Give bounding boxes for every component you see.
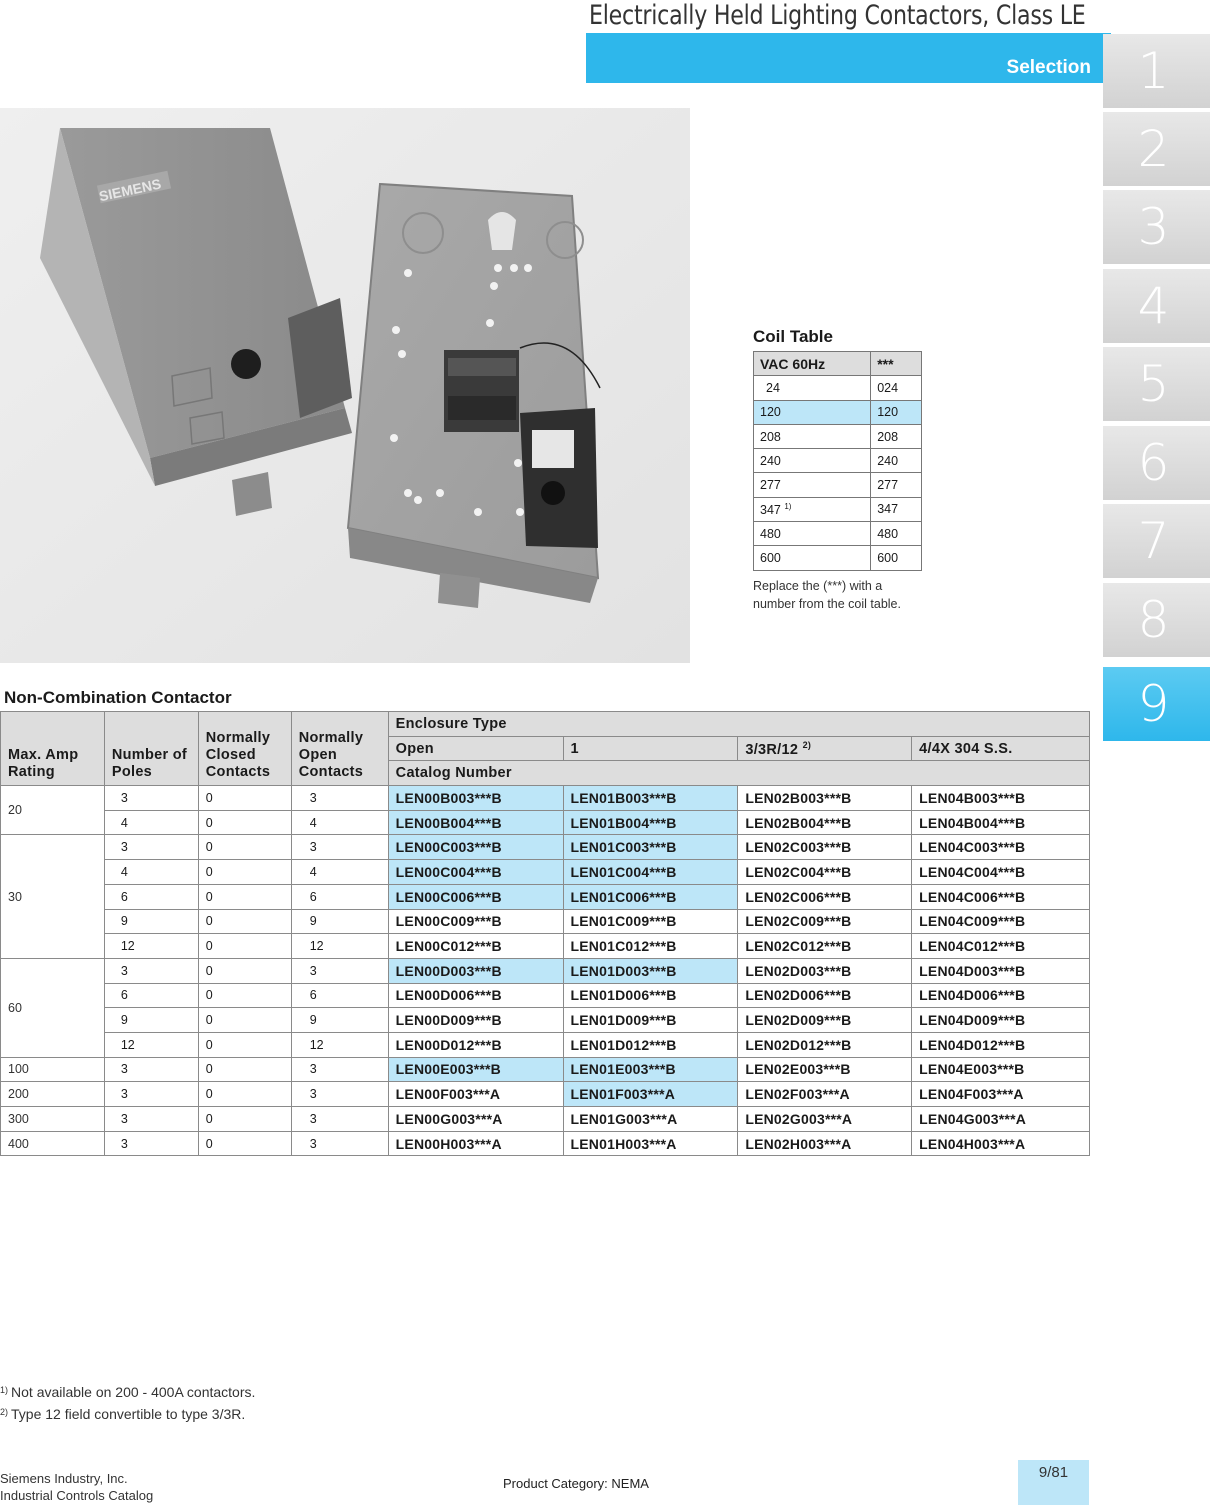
coil-voltage: 240 bbox=[754, 449, 871, 473]
catalog-number-cell: LEN02B003***B bbox=[738, 786, 912, 811]
catalog-number-cell: LEN01G003***A bbox=[563, 1107, 738, 1132]
catalog-number-cell: LEN04C004***B bbox=[912, 860, 1090, 885]
catalog-number-cell: LEN02D006***B bbox=[738, 983, 912, 1008]
catalog-number-cell: LEN01C006***B bbox=[563, 884, 738, 909]
chapter-tab-8[interactable]: 8 bbox=[1103, 583, 1210, 657]
no-cell: 3 bbox=[291, 835, 388, 860]
table-row bbox=[1, 1032, 1090, 1057]
catalog-number-cell: LEN01B003***B bbox=[563, 786, 738, 811]
catalog-number-cell: LEN04G003***A bbox=[912, 1107, 1090, 1132]
catalog-number-cell: LEN02C003***B bbox=[738, 835, 912, 860]
catalog-number-cell: LEN00D012***B bbox=[388, 1032, 563, 1057]
footnotes bbox=[0, 1380, 255, 1424]
coil-code: 120 bbox=[871, 400, 922, 424]
header-enclosure-3r-cell bbox=[738, 736, 912, 761]
coil-table-header-row bbox=[754, 352, 922, 376]
no-cell: 3 bbox=[291, 1107, 388, 1132]
catalog-number-cell: LEN01H003***A bbox=[563, 1131, 738, 1156]
nc-cell: 0 bbox=[198, 1131, 291, 1156]
catalog-number-cell: LEN04F003***A bbox=[912, 1082, 1090, 1107]
coil-table-heading: Coil Table bbox=[753, 327, 833, 346]
header-catalog-number: Catalog Number bbox=[388, 761, 1089, 786]
company-name: Siemens Industry, Inc. bbox=[0, 1471, 128, 1486]
nc-cell: 0 bbox=[198, 786, 291, 811]
catalog-number-cell: LEN04C006***B bbox=[912, 884, 1090, 909]
header-poles: Number of Poles bbox=[104, 712, 198, 786]
coil-code: 240 bbox=[871, 449, 922, 473]
catalog-number-cell: LEN00D006***B bbox=[388, 983, 563, 1008]
catalog-number-cell: LEN02G003***A bbox=[738, 1107, 912, 1132]
footnote-mark: 1) bbox=[0, 1385, 9, 1395]
contactor-table-heading: Non-Combination Contactor bbox=[4, 688, 232, 707]
catalog-name: Industrial Controls Catalog bbox=[0, 1488, 154, 1503]
chapter-tab-7[interactable]: 7 bbox=[1103, 504, 1210, 578]
catalog-number-cell: LEN00B003***B bbox=[388, 786, 563, 811]
header-enclosure-3r: 3/3R/12 bbox=[745, 741, 799, 758]
footnote-1 bbox=[0, 1380, 255, 1402]
header-nc: Normally Closed Contacts bbox=[198, 712, 291, 786]
no-cell: 3 bbox=[291, 1131, 388, 1156]
catalog-number-cell: LEN04E003***B bbox=[912, 1057, 1090, 1082]
page-title: Electrically Held Lighting Contactors, Class LE bbox=[589, 0, 1086, 31]
catalog-number-cell: LEN00D009***B bbox=[388, 1008, 563, 1033]
no-cell: 6 bbox=[291, 983, 388, 1008]
footnote-mark: 1) bbox=[784, 501, 792, 511]
no-cell: 4 bbox=[291, 810, 388, 835]
coil-voltage-cell bbox=[754, 497, 871, 521]
coil-code: 208 bbox=[871, 424, 922, 448]
poles-cell: 6 bbox=[104, 884, 198, 909]
contactor-table-body bbox=[1, 786, 1090, 1156]
footnote-mark: 2) bbox=[802, 739, 812, 750]
no-cell: 12 bbox=[291, 934, 388, 959]
table-row bbox=[1, 786, 1090, 811]
poles-cell: 3 bbox=[104, 1131, 198, 1156]
catalog-number-cell: LEN00C003***B bbox=[388, 835, 563, 860]
nc-cell: 0 bbox=[198, 835, 291, 860]
poles-cell: 4 bbox=[104, 860, 198, 885]
coil-code: 480 bbox=[871, 522, 922, 546]
nc-cell: 0 bbox=[198, 884, 291, 909]
coil-voltage: 277 bbox=[754, 473, 871, 497]
footer-company bbox=[0, 1470, 153, 1504]
catalog-number-cell: LEN00E003***B bbox=[388, 1057, 563, 1082]
catalog-number-cell: LEN04D009***B bbox=[912, 1008, 1090, 1033]
catalog-number-cell: LEN00D003***B bbox=[388, 958, 563, 983]
no-cell: 3 bbox=[291, 786, 388, 811]
header-no: Normally Open Contacts bbox=[291, 712, 388, 786]
table-header-row bbox=[1, 712, 1090, 737]
table-row bbox=[1, 835, 1090, 860]
no-cell: 6 bbox=[291, 884, 388, 909]
footnote-text: Not available on 200 - 400A contactors. bbox=[11, 1384, 256, 1400]
coil-row bbox=[754, 473, 922, 497]
no-cell: 4 bbox=[291, 860, 388, 885]
catalog-number-cell: LEN02D003***B bbox=[738, 958, 912, 983]
footnote-2 bbox=[0, 1402, 255, 1424]
coil-code: 024 bbox=[871, 376, 922, 400]
catalog-number-cell: LEN00B004***B bbox=[388, 810, 563, 835]
coil-voltage: 24 bbox=[754, 376, 871, 400]
nc-cell: 0 bbox=[198, 983, 291, 1008]
catalog-number-cell: LEN00C006***B bbox=[388, 884, 563, 909]
coil-table-note: Replace the (***) with a number from the coil table. bbox=[753, 578, 901, 611]
poles-cell: 3 bbox=[104, 958, 198, 983]
catalog-number-cell: LEN01F003***A bbox=[563, 1082, 738, 1107]
coil-voltage: 347 bbox=[760, 503, 781, 517]
nc-cell: 0 bbox=[198, 1082, 291, 1107]
coil-row bbox=[754, 376, 922, 400]
catalog-number-cell: LEN04D006***B bbox=[912, 983, 1090, 1008]
catalog-number-cell: LEN01D003***B bbox=[563, 958, 738, 983]
coil-row bbox=[754, 449, 922, 473]
header-max-amp: Max. Amp Rating bbox=[1, 712, 105, 786]
coil-voltage: 208 bbox=[754, 424, 871, 448]
catalog-number-cell: LEN04H003***A bbox=[912, 1131, 1090, 1156]
poles-cell: 9 bbox=[104, 1008, 198, 1033]
coil-voltage: 480 bbox=[754, 522, 871, 546]
nc-cell: 0 bbox=[198, 1032, 291, 1057]
catalog-number-cell: LEN02C006***B bbox=[738, 884, 912, 909]
coil-code: 277 bbox=[871, 473, 922, 497]
section-bar bbox=[586, 33, 1111, 83]
page-number: 9/81 bbox=[1018, 1460, 1089, 1505]
chapter-tab-4[interactable]: 4 bbox=[1103, 269, 1210, 343]
catalog-number-cell: LEN01B004***B bbox=[563, 810, 738, 835]
poles-cell: 3 bbox=[104, 835, 198, 860]
max-amp-cell: 200 bbox=[1, 1082, 105, 1107]
nc-cell: 0 bbox=[198, 909, 291, 934]
coil-code: 347 bbox=[871, 497, 922, 521]
coil-table bbox=[753, 351, 922, 571]
coil-row bbox=[754, 522, 922, 546]
table-row bbox=[1, 1057, 1090, 1082]
catalog-number-cell: LEN00C004***B bbox=[388, 860, 563, 885]
no-cell: 3 bbox=[291, 958, 388, 983]
catalog-number-cell: LEN04B003***B bbox=[912, 786, 1090, 811]
max-amp-cell: 30 bbox=[1, 835, 105, 958]
nc-cell: 0 bbox=[198, 958, 291, 983]
poles-cell: 3 bbox=[104, 786, 198, 811]
coil-row bbox=[754, 400, 922, 424]
no-cell: 9 bbox=[291, 909, 388, 934]
coil-code: 600 bbox=[871, 546, 922, 570]
catalog-number-cell: LEN01C003***B bbox=[563, 835, 738, 860]
table-row bbox=[1, 909, 1090, 934]
poles-cell: 12 bbox=[104, 1032, 198, 1057]
coil-row bbox=[754, 424, 922, 448]
header-enclosure-type: Enclosure Type bbox=[388, 712, 1089, 737]
max-amp-cell: 20 bbox=[1, 786, 105, 835]
coil-row bbox=[754, 497, 922, 521]
chapter-tab-1[interactable]: 1 bbox=[1103, 34, 1210, 108]
chapter-tab-9[interactable]: 9 bbox=[1103, 667, 1210, 741]
max-amp-cell: 60 bbox=[1, 958, 105, 1057]
nc-cell: 0 bbox=[198, 860, 291, 885]
no-cell: 3 bbox=[291, 1082, 388, 1107]
catalog-number-cell: LEN02B004***B bbox=[738, 810, 912, 835]
table-row bbox=[1, 934, 1090, 959]
catalog-number-cell: LEN04D003***B bbox=[912, 958, 1090, 983]
max-amp-cell: 300 bbox=[1, 1107, 105, 1132]
catalog-number-cell: LEN01C009***B bbox=[563, 909, 738, 934]
catalog-number-cell: LEN02D009***B bbox=[738, 1008, 912, 1033]
coil-table-section bbox=[753, 327, 923, 613]
table-row bbox=[1, 1107, 1090, 1132]
poles-cell: 9 bbox=[104, 909, 198, 934]
table-row bbox=[1, 860, 1090, 885]
coil-voltage: 120 bbox=[754, 400, 871, 424]
contactor-table bbox=[0, 711, 1090, 1156]
catalog-number-cell: LEN02C009***B bbox=[738, 909, 912, 934]
no-cell: 3 bbox=[291, 1057, 388, 1082]
section-label: Selection bbox=[1006, 57, 1091, 78]
header-enclosure-4x: 4/4X 304 S.S. bbox=[912, 736, 1090, 761]
poles-cell: 12 bbox=[104, 934, 198, 959]
product-photo bbox=[0, 108, 690, 663]
nc-cell: 0 bbox=[198, 1107, 291, 1132]
chapter-tab-2[interactable]: 2 bbox=[1103, 112, 1210, 186]
coil-header-vac: VAC 60Hz bbox=[754, 352, 871, 376]
nc-cell: 0 bbox=[198, 1008, 291, 1033]
catalog-number-cell: LEN01E003***B bbox=[563, 1057, 738, 1082]
chapter-tab-6[interactable]: 6 bbox=[1103, 426, 1210, 500]
chapter-tab-5[interactable]: 5 bbox=[1103, 347, 1210, 421]
table-row bbox=[1, 958, 1090, 983]
catalog-number-cell: LEN04B004***B bbox=[912, 810, 1090, 835]
catalog-number-cell: LEN01D009***B bbox=[563, 1008, 738, 1033]
table-row bbox=[1, 1131, 1090, 1156]
poles-cell: 3 bbox=[104, 1082, 198, 1107]
catalog-number-cell: LEN02H003***A bbox=[738, 1131, 912, 1156]
table-row bbox=[1, 1082, 1090, 1107]
product-category: Product Category: NEMA bbox=[503, 1476, 649, 1491]
catalog-number-cell: LEN02D012***B bbox=[738, 1032, 912, 1057]
table-row bbox=[1, 1008, 1090, 1033]
catalog-number-cell: LEN01D006***B bbox=[563, 983, 738, 1008]
max-amp-cell: 400 bbox=[1, 1131, 105, 1156]
no-cell: 12 bbox=[291, 1032, 388, 1057]
header-enclosure-open: Open bbox=[388, 736, 563, 761]
nc-cell: 0 bbox=[198, 810, 291, 835]
no-cell: 9 bbox=[291, 1008, 388, 1033]
poles-cell: 3 bbox=[104, 1057, 198, 1082]
coil-header-code: *** bbox=[871, 352, 922, 376]
brand-logo: SIEMENS bbox=[97, 175, 163, 205]
catalog-number-cell: LEN04D012***B bbox=[912, 1032, 1090, 1057]
catalog-number-cell: LEN01C004***B bbox=[563, 860, 738, 885]
catalog-number-cell: LEN02C012***B bbox=[738, 934, 912, 959]
footnote-text: Type 12 field convertible to type 3/3R. bbox=[11, 1406, 246, 1422]
poles-cell: 3 bbox=[104, 1107, 198, 1132]
catalog-number-cell: LEN00H003***A bbox=[388, 1131, 563, 1156]
catalog-number-cell: LEN01C012***B bbox=[563, 934, 738, 959]
poles-cell: 4 bbox=[104, 810, 198, 835]
poles-cell: 6 bbox=[104, 983, 198, 1008]
max-amp-cell: 100 bbox=[1, 1057, 105, 1082]
catalog-number-cell: LEN04C012***B bbox=[912, 934, 1090, 959]
catalog-number-cell: LEN00G003***A bbox=[388, 1107, 563, 1132]
catalog-number-cell: LEN02E003***B bbox=[738, 1057, 912, 1082]
catalog-number-cell: LEN00F003***A bbox=[388, 1082, 563, 1107]
nc-cell: 0 bbox=[198, 934, 291, 959]
table-row bbox=[1, 810, 1090, 835]
nc-cell: 0 bbox=[198, 1057, 291, 1082]
catalog-number-cell: LEN00C012***B bbox=[388, 934, 563, 959]
catalog-number-cell: LEN04C003***B bbox=[912, 835, 1090, 860]
catalog-number-cell: LEN00C009***B bbox=[388, 909, 563, 934]
table-row bbox=[1, 983, 1090, 1008]
coil-row bbox=[754, 546, 922, 570]
coil-voltage: 600 bbox=[754, 546, 871, 570]
footnote-mark: 2) bbox=[0, 1407, 9, 1417]
header-enclosure-1: 1 bbox=[563, 736, 738, 761]
catalog-number-cell: LEN02C004***B bbox=[738, 860, 912, 885]
catalog-number-cell: LEN02F003***A bbox=[738, 1082, 912, 1107]
catalog-number-cell: LEN04C009***B bbox=[912, 909, 1090, 934]
chapter-tab-3[interactable]: 3 bbox=[1103, 190, 1210, 264]
table-row bbox=[1, 884, 1090, 909]
catalog-number-cell: LEN01D012***B bbox=[563, 1032, 738, 1057]
